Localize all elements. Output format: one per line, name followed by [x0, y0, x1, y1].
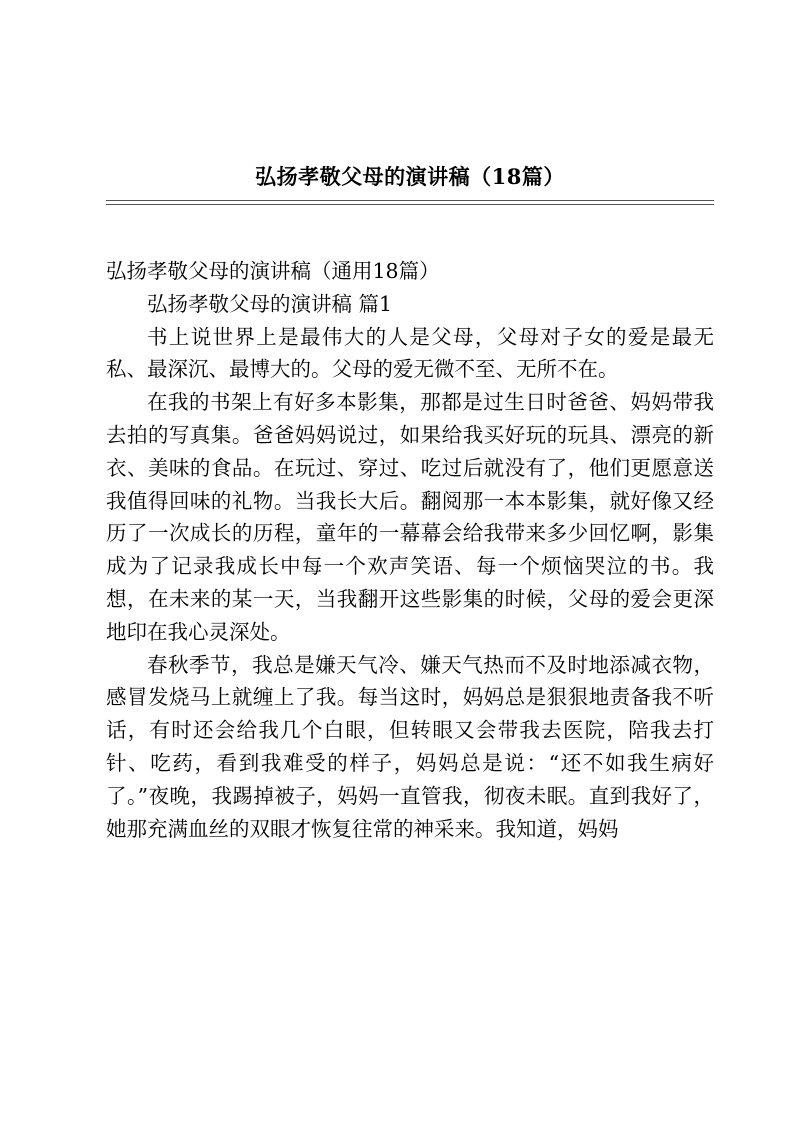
- document-title: 弘扬孝敬父母的演讲稿（18篇）: [255, 164, 565, 189]
- section-heading: 弘扬孝敬父母的演讲稿 篇1: [147, 291, 393, 316]
- paragraph: 在我的书架上有好多本影集，那都是过生日时爸爸、妈妈带我去拍的写真集。爸爸妈妈说过，如果给我买好玩的玩具、漂亮的新衣、美味的食品。在玩过、穿过、吃过后就没有了，他们更愿意送我值得回味的礼物。当我长大后。翻阅那一本本影集，就好像又经历了一次成长的历程，童年的一幕幕会给我带来多少回忆啊，影集成为了记录我成长中每一个欢声笑语、每一个烦恼哭泣的书。我想，在未来的某一天，当我翻开这些影集的时候，父母的爱会更深地印在我心灵深处。: [106, 390, 714, 644]
- document-subtitle: 弘扬孝敬父母的演讲稿（通用18篇）: [106, 259, 440, 283]
- title-double-rule: [106, 200, 714, 205]
- paragraph: 春秋季节，我总是嫌天气冷、嫌天气热而不及时地添减衣物，感冒发烧马上就缠上了我。每当这时，妈妈总是狠狠地责备我不听话，有时还会给我几个白眼，但转眼又会带我去医院，陪我去打针、吃药，看到我难受的样子，妈妈总是说：“还不如我生病好了。”夜晚，我踢掉被子，妈妈一直管我，彻夜未眠。直到我好了，她那充满血丝的双眼才恢复往常的神采来。我知道，妈妈: [106, 652, 714, 841]
- document-body: [106, 255, 714, 845]
- paragraph: 书上说世界上是最伟大的人是父母，父母对子女的爱是最无私、最深沉、最博大的。父母的爱无微不至、无所不在。: [106, 324, 714, 382]
